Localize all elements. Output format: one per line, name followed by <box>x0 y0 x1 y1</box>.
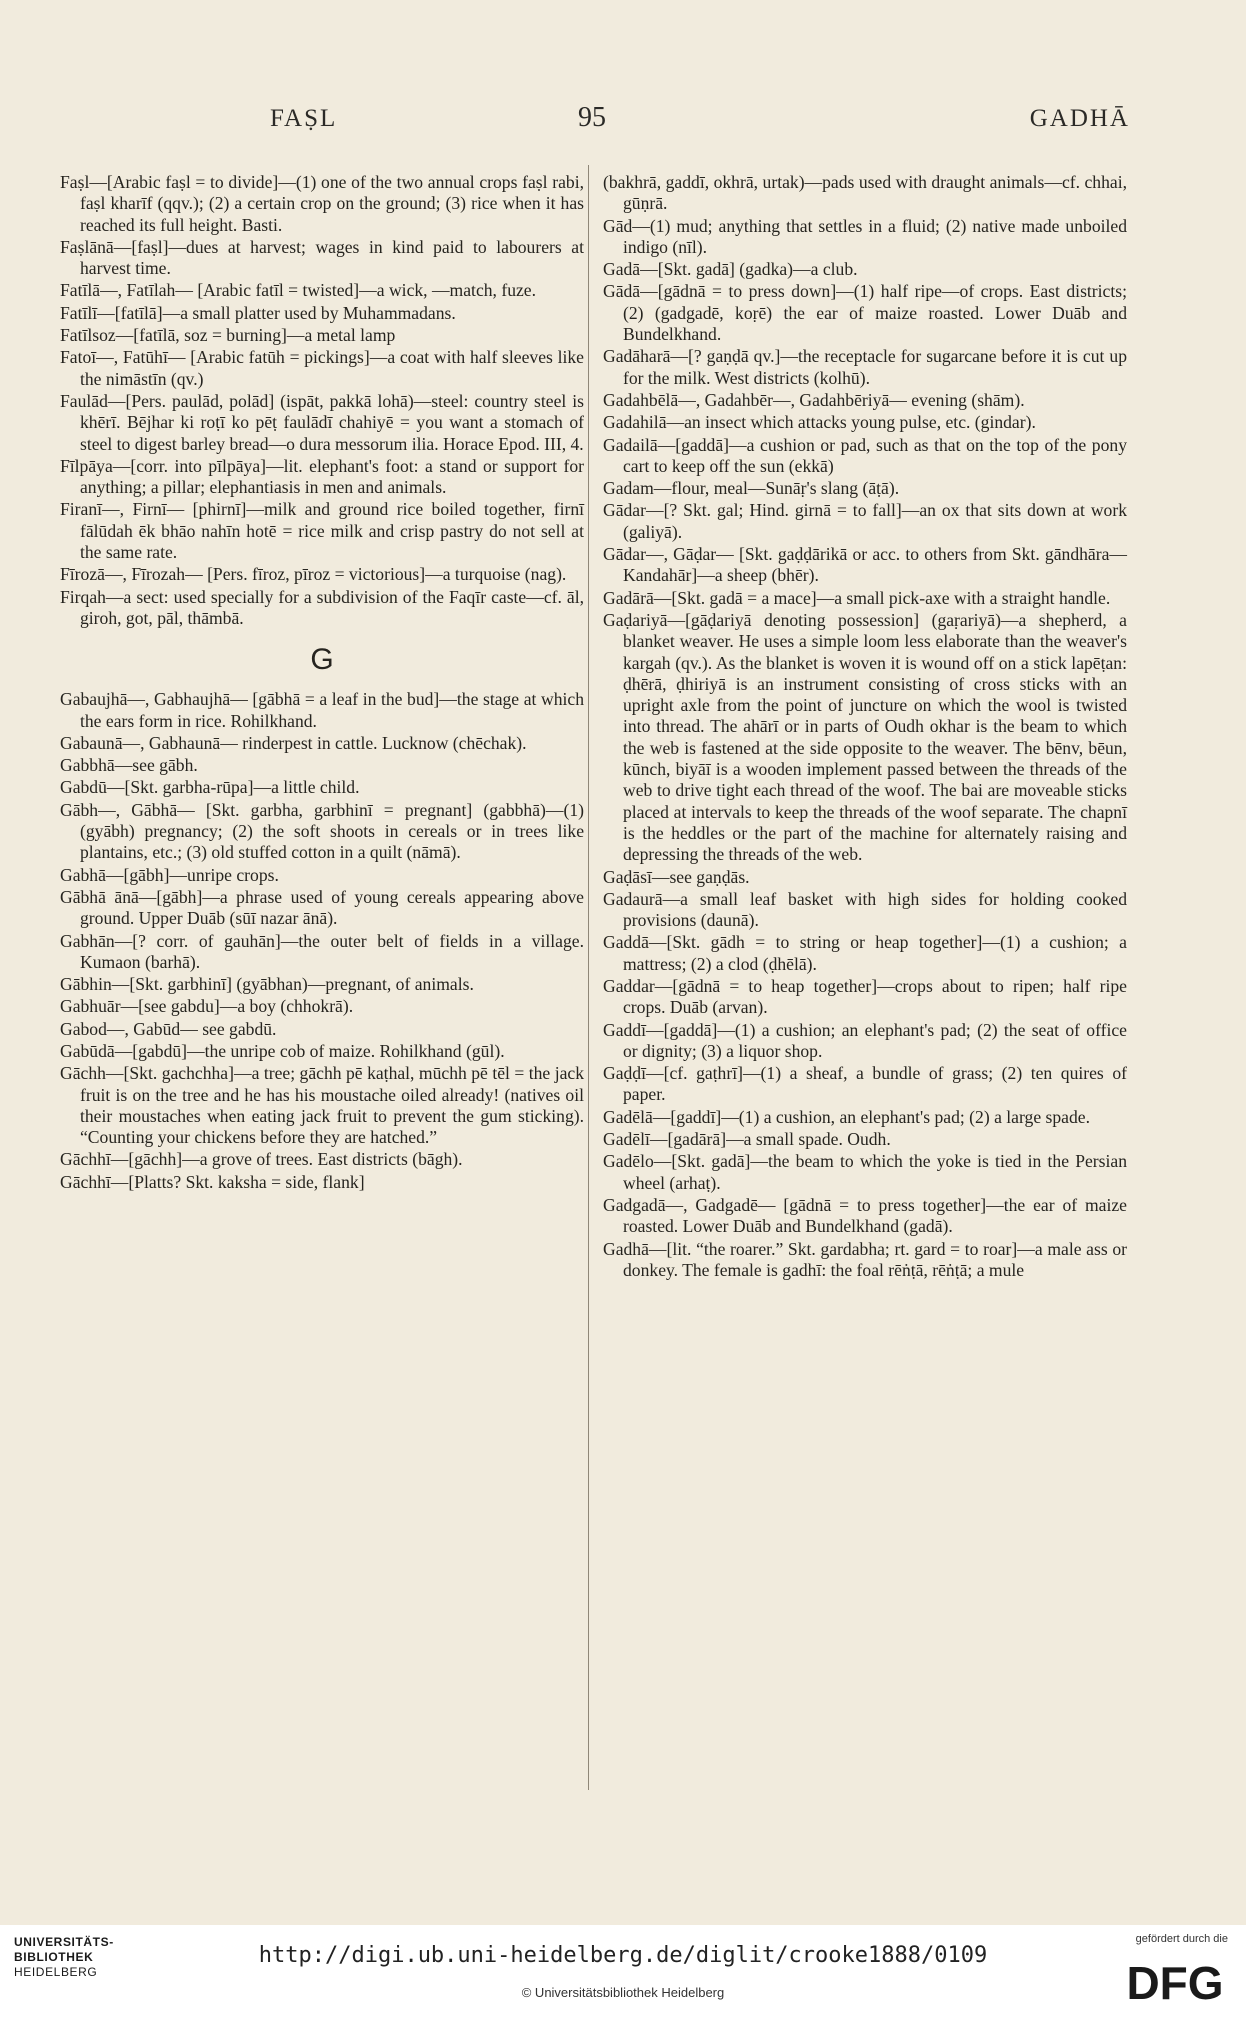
dictionary-entry: Gadēlā—[gaddī]—(1) a cushion, an elephant's pad; (2) a large spade. <box>603 1106 1090 1127</box>
section-letter-heading: G <box>310 643 334 677</box>
dictionary-entry: Gaddī—[gaddā]—(1) a cushion; an elephant's pad; (2) the seat of office or dignity; (3) a liquor shop. <box>603 1019 1127 1061</box>
dfg-logo-text: DFG <box>1126 1957 1224 2007</box>
dictionary-entry: Gabbhā—see gābh. <box>60 755 198 776</box>
dictionary-entry: Gadā—[Skt. gadā] (gadka)—a club. <box>603 259 858 280</box>
dictionary-entry: Gaddā—[Skt. gādh = to string or heap together]—(1) a cushion; a mattress; (2) a clod (ḍhēlā). <box>603 932 1127 974</box>
running-head-right: GADHĀ <box>1029 105 1130 132</box>
running-head <box>270 102 1130 145</box>
dictionary-entry: Gadam—flour, meal—Sunāṛ's slang (āṭā). <box>603 478 900 499</box>
dictionary-entry: Gāchhī—[Platts? Skt. kaksha = side, flank] <box>60 1171 365 1192</box>
dfg-logo <box>1120 1951 1230 2007</box>
entries-f <box>60 172 584 629</box>
dictionary-entry: Gadahbēlā—, Gadahbēr—, Gadahbēriyā— evening (shām). <box>603 389 1025 410</box>
dictionary-entry: Gāchh—[Skt. gachchha]—a tree; gāchh pē kaṭhal, mūchh pē tēl = the jack fruit is on the tree and he has his moustache oiled already! (natives oil their moustaches when eating jack fruit to prevent the gum sticking). “Counting your chickens before they are hatched.” <box>60 1063 584 1148</box>
dictionary-entry: Gabaujhā—, Gabhaujhā— [gābhā = a leaf in the bud]—the stage at which the ears form in rice. Rohilkhand. <box>60 689 584 731</box>
dictionary-entry: Gabūdā—[gabdū]—the unripe cob of maize. Rohilkhand (gūl). <box>60 1040 505 1061</box>
dictionary-entry: Gabdū—[Skt. garbha-rūpa]—a little child. <box>60 777 360 798</box>
dictionary-entry: Gaḍāsī—see gaṇḍās. <box>603 866 750 887</box>
dictionary-entry: Gaddar—[gādnā = to heap together]—crops about to ripen; half ripe crops. Duāb (arvan). <box>603 975 1127 1018</box>
dictionary-entry: Faṣl—[Arabic faṣl = to divide]—(1) one of the two annual crops faṣl rabi, faṣl kharīf (qqv.); (2) a certain crop on the ground; (3) rice when it has reached its full height. Basti. <box>60 172 584 235</box>
dictionary-entry: Gadahilā—an insect which attacks young pulse, etc. (gindar). <box>603 412 1036 433</box>
dictionary-entry: Firanī—, Firnī— [phirnī]—milk and ground rice boiled together, firnī fālūdah ēk bhāo nahīn hotē = rice milk and crisp pastry do not sell at the same rate. <box>60 499 584 563</box>
dictionary-entry: Faulād—[Pers. paulād, polād] (ispāt, pakkā lohā)—steel: country steel is khērī. Bējhar ki roṭī ko pēṭ faulādī chahiyē = you want a stomach of steel to digest barley bread—o dura messorum ilia. Horace Epod. III, 4. <box>60 390 584 454</box>
dictionary-entry: Gābhin—[Skt. garbhinī] (gyābhan)—pregnant, of animals. <box>60 974 474 995</box>
copyright-notice: © Universitätsbibliothek Heidelberg <box>521 1985 725 2000</box>
digitization-footer <box>0 1925 1246 2017</box>
dictionary-entry: Gadailā—[gaddā]—a cushion or pad, such as that on the top of the pony cart to keep off the sun (ekkā) <box>603 434 1127 476</box>
dictionary-entry: Gadaurā—a small leaf basket with high sides for holding cooked provisions (daunā). <box>603 888 1127 931</box>
library-name-line1: UNIVERSITÄTS- <box>14 1935 114 1949</box>
dictionary-entry: Faṣlānā—[faṣl]—dues at harvest; wages in kind paid to labourers at harvest time. <box>60 236 584 279</box>
dictionary-entry: Gābh—, Gābhā— [Skt. garbha, garbhinī = pregnant] (gabbhā)—(1) (gyābh) pregnancy; (2) the soft shoots in cereals or in trees like plantains, etc.; (3) old stuffed cotton in a quilt (nāmā). <box>60 799 584 863</box>
dictionary-entry: Gābhā ānā—[gābh]—a phrase used of young cereals appearing above ground. Upper Duāb (sūī nazar ānā). <box>60 886 584 929</box>
dictionary-entry: Fatoī—, Fatūhī— [Arabic fatūh = pickings]—a coat with half sleeves like the nimāstīn (qv.) <box>60 347 584 389</box>
dictionary-entry: Gabhā—[gābh]—unripe crops. <box>60 864 279 885</box>
dictionary-entry: Gabhuār—[see gabdu]—a boy (chhokrā). <box>60 996 354 1017</box>
funding-note: gefördert durch die <box>1135 1933 1228 1945</box>
entries-g-continued <box>603 172 1127 1281</box>
dictionary-entry: Fatīlī—[fatīlā]—a small platter used by Muhammadans. <box>60 302 456 323</box>
dictionary-entry: Gadārā—[Skt. gadā = a mace]—a small pick-axe with a straight handle. <box>603 587 1111 608</box>
dictionary-entry: Fīlpāya—[corr. into pīlpāya]—lit. elephant's foot: a stand or support for anything; a pillar; elephantiasis in men and animals. <box>60 455 584 498</box>
dictionary-entry: Fīrozā—, Fīrozah— [Pers. fīroz, pīroz = victorious]—a turquoise (nag). <box>60 564 567 585</box>
entries-g <box>60 689 584 1193</box>
dictionary-entry: Fatīlsoz—[fatīlā, soz = burning]—a metal lamp <box>60 325 396 346</box>
dictionary-entry: (bakhrā, gaddī, okhrā, urtak)—pads used with draught animals—cf. chhai, gūṇrā. <box>603 172 1127 214</box>
dictionary-entry: Gabhān—[? corr. of gauhān]—the outer belt of fields in a village. Kumaon (barhā). <box>60 930 584 972</box>
running-head-left: FAṢL <box>270 105 338 132</box>
library-name-line2: BIBLIOTHEK <box>14 1950 94 1964</box>
dictionary-entry: Gabod—, Gabūd— see gabdū. <box>60 1018 277 1039</box>
dictionary-entry: Gāchhī—[gāchh]—a grove of trees. East districts (bāgh). <box>60 1149 463 1170</box>
dictionary-entry: Gadēlo—[Skt. gadā]—the beam to which the yoke is tied in the Persian wheel (arhaṭ). <box>603 1151 1127 1193</box>
dictionary-entry: Gād—(1) mud; anything that settles in a fluid; (2) native made unboiled indigo (nīl). <box>603 215 1127 257</box>
permalink-url[interactable]: http://digi.ub.uni-heidelberg.de/diglit/crooke1888/0109 <box>258 1943 988 1968</box>
dictionary-entry: Gādar—[? Skt. gal; Hind. girnā = to fall]—an ox that sits down at work (galiyā). <box>603 500 1127 542</box>
dictionary-entry: Firqah—a sect: used specially for a subdivision of the Faqīr caste—cf. āl, giroh, got, pāl, thāmbā. <box>60 586 584 628</box>
dictionary-entry: Gadhā—[lit. “the roarer.” Skt. gardabha; rt. gard = to roar]—a male ass or donkey. The female is gadhī: the foal rēṅṭā, rēṅṭā; a mule <box>603 1238 1127 1280</box>
dictionary-entry: Gaḍḍī—[cf. gaṭhrī]—(1) a sheaf, a bundle of grass; (2) ten quires of paper. <box>603 1063 1127 1105</box>
dictionary-entry: Gadēlī—[gadārā]—a small spade. Oudh. <box>603 1129 891 1150</box>
dictionary-entry: Gadāharā—[? gaṇḍā qv.]—the receptacle for sugarcane before it is cut up for the milk. West districts (kolhū). <box>603 346 1127 388</box>
dictionary-entry: Gādar—, Gāḍar— [Skt. gaḍḍārikā or acc. to others from Skt. gāndhāra—Kandahār]—a sheep (bhēr). <box>603 544 1127 586</box>
left-column <box>60 172 584 1194</box>
column-divider <box>588 165 589 1790</box>
dictionary-entry: Fatīlā—, Fatīlah— [Arabic fatīl = twisted]—a wick, —match, fuze. <box>60 280 537 301</box>
dictionary-entry: Gādā—[gādnā = to press down]—(1) half ripe—of crops. East districts; (2) (gadgadē, koṛē) the ear of maize roasted. Lower Duāb and Bundelkhand. <box>603 281 1127 345</box>
dictionary-entry: Gaḍariyā—[gāḍariyā denoting possession] (gaṛariyā)—a shepherd, a blanket weaver. He uses a simple loom less elaborate than the weaver's kargah (qv.). As the blanket is woven it is wound off on a stick lapēṭan: ḍhērā, ḍhiriyā is an instrument consisting of cross sticks with an upright axle from the point of juncture on which the wool is twisted into thread. The ahārī or in parts of Oudh okhar is the beam to which the web is fastened at the side opposite to the weaver. The bēnv, bēun, kūnch, biyāī is a wooden implement passed between the threads of the web to drive tight each thread of the woof. The bai are moveable sticks placed at intervals to keep the threads of the woof separate. The chapnī is the heddles or the part of the machine for alternately raising and depressing the threads of the web. <box>603 609 1127 865</box>
library-name-line3: HEIDELBERG <box>14 1965 98 1979</box>
right-column <box>603 172 1127 1282</box>
page-number: 95 <box>578 102 606 133</box>
dictionary-entry: Gadgadā—, Gadgadē— [gādnā = to press together]—the ear of maize roasted. Lower Duāb and Bundelkhand (gadā). <box>603 1194 1127 1237</box>
dictionary-entry: Gabaunā—, Gabhaunā— rinderpest in cattle. Lucknow (chēchak). <box>60 732 527 753</box>
